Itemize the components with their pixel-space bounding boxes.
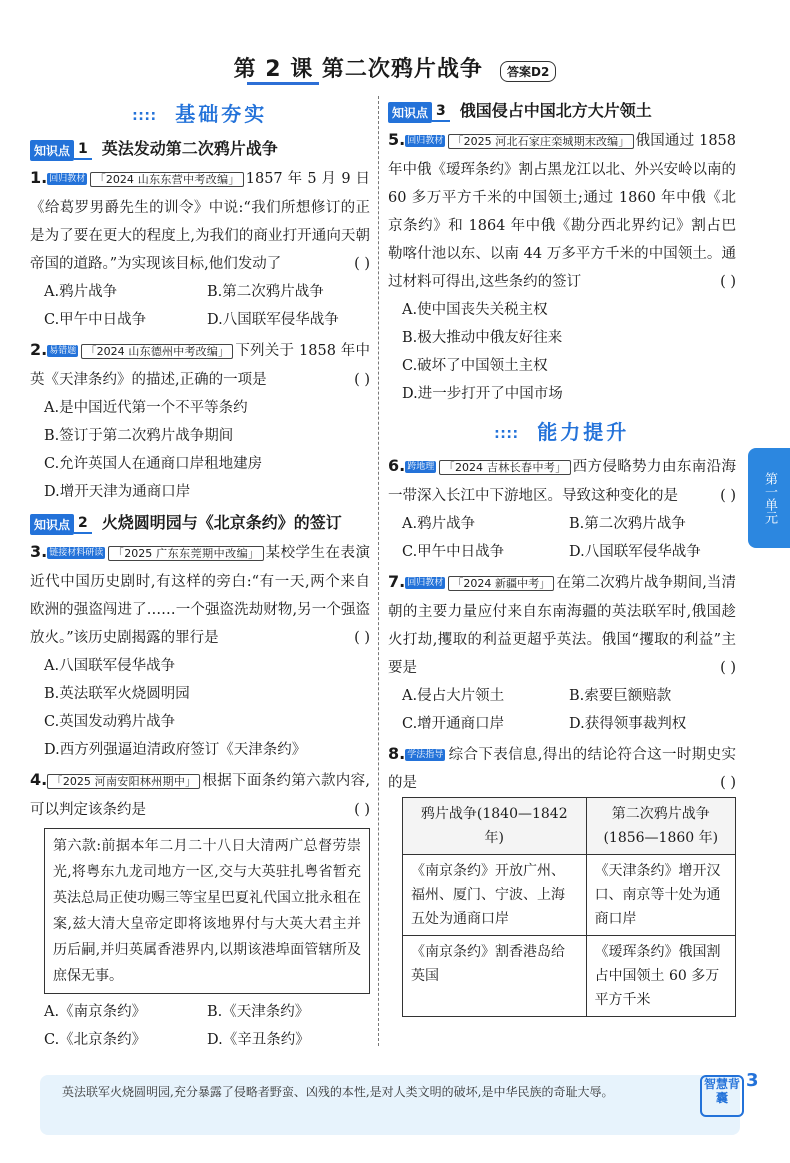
option-b[interactable]: B.第二次鸦片战争: [569, 516, 686, 532]
wisdom-badge: 智慧背囊: [700, 1075, 744, 1117]
answer-paren[interactable]: ( ): [720, 488, 736, 504]
option-c[interactable]: C.甲午中日战争: [44, 312, 147, 328]
option-d[interactable]: D.西方列强逼迫清政府签订《天津条约》: [44, 742, 307, 758]
section-basics: [30, 96, 370, 132]
table-cell: 《天津条约》增开汉口、南京等十处为通商口岸: [586, 855, 735, 936]
left-column: [30, 96, 370, 1054]
question-5: [388, 126, 736, 296]
option-c[interactable]: C.允许英国人在通商口岸租地建房: [44, 456, 263, 472]
options-q4: [30, 998, 370, 1054]
question-number: 3.: [30, 542, 48, 561]
option-b[interactable]: B.索要巨额赔款: [569, 688, 672, 704]
question-source: 「2024 吉林长春中考」: [439, 460, 570, 475]
question-text: 根据下面条约第六款内容,可以判定该条约是: [30, 773, 370, 818]
answer-badge[interactable]: 答案D2: [500, 61, 556, 82]
lesson-header: [0, 52, 790, 83]
lesson-title: 第 2 课 第二次鸦片战争: [233, 57, 483, 82]
option-b[interactable]: B.第二次鸦片战争: [207, 284, 324, 300]
unit-side-tab[interactable]: 第一单元: [748, 448, 790, 548]
kp-tag: 知识点: [388, 102, 432, 123]
kp-tag: 知识点: [30, 514, 74, 535]
option-c[interactable]: C.《北京条约》: [44, 1032, 147, 1048]
table-cell: 《瑷珲条约》俄国割占中国领土 60 多万平方千米: [586, 936, 735, 1017]
answer-paren[interactable]: ( ): [354, 630, 370, 646]
answer-paren[interactable]: ( ): [354, 256, 370, 272]
option-d[interactable]: D.八国联军侵华战争: [569, 544, 701, 560]
question-source: 「2024 山东东营中考改编」: [90, 172, 244, 187]
options-q2: [30, 394, 370, 506]
option-d[interactable]: D.进一步打开了中国市场: [402, 386, 563, 402]
question-tag: 易错题: [49, 346, 77, 356]
option-a[interactable]: A.侵占大片领土: [402, 688, 505, 704]
footer-text: 英法联军火烧圆明园,充分暴露了侵略者野蛮、凶残的本性,是对人类文明的破坏,是中华民族的奇耻大辱。: [62, 1085, 614, 1099]
question-number: 8.: [388, 744, 406, 763]
question-8: [388, 740, 736, 797]
table-row: [403, 855, 736, 936]
option-a[interactable]: A.使中国丧失关税主权: [402, 302, 548, 318]
option-c[interactable]: C.英国发动鸦片战争: [44, 714, 176, 730]
question-text: 在第二次鸦片战争期间,当清朝的主要力量应付来自东南海疆的英法联军时,俄国趁火打劫,攫取的利益更超乎英法。俄国“攫取的利益”主要是: [388, 575, 736, 676]
option-c[interactable]: C.增开通商口岸: [402, 716, 505, 732]
question-source: 「2024 新疆中考」: [448, 576, 554, 591]
section-dots: ∶∶∶∶: [132, 109, 158, 125]
table-header: 第二次鸦片战争(1856—1860 年): [586, 798, 735, 855]
question-tag: 回归教材: [407, 578, 444, 588]
question-tag: 回归教材: [407, 136, 444, 146]
question-source: 「2025 广东东莞期中改编」: [108, 546, 263, 561]
option-b[interactable]: B.极大推动中俄友好往来: [402, 330, 563, 346]
options-q6: [388, 510, 736, 566]
question-text: 西方侵略势力由东南沿海一带深入长江中下游地区。导致这种变化的是: [388, 459, 736, 504]
kp-number: 1: [74, 140, 92, 160]
question-tag: 学法指导: [407, 750, 444, 760]
question-number: 5.: [388, 130, 406, 149]
treaty-excerpt-box: 第六款:前据本年二月二十八日大清两广总督劳崇光,将粤东九龙司地方一区,交与大英驻扎粤省暂充英法总局正使功赐三等宝星巴夏礼代国立批永租在案,兹大清大皇帝定即将该地界付与大英大君主并历后嗣,并归英属香港界内,以期该港埠面管辖所及庶保无事。: [44, 828, 370, 994]
option-d[interactable]: D.增开天津为通商口岸: [44, 484, 191, 500]
question-number: 4.: [30, 770, 48, 789]
options-q7: [388, 682, 736, 738]
option-a[interactable]: A.是中国近代第一个不平等条约: [44, 400, 248, 416]
option-c[interactable]: C.破坏了中国领土主权: [402, 358, 548, 374]
section-ability-label: 能力提升: [537, 420, 630, 444]
option-a[interactable]: A.鸦片战争: [44, 284, 118, 300]
option-a[interactable]: A.鸦片战争: [402, 516, 476, 532]
question-6: [388, 452, 736, 510]
question-text: 下列关于 1858 年中英《天津条约》的描述,正确的一项是: [30, 343, 370, 388]
title-underline: [247, 82, 319, 85]
knowledge-point-2: [30, 514, 370, 536]
kp-number: 2: [74, 514, 92, 534]
section-ability: [388, 414, 736, 450]
question-source: 「2024 山东德州中考改编」: [81, 344, 233, 359]
question-tag: 跨地理: [407, 462, 435, 472]
question-text: 俄国通过 1858 年中俄《瑷珲条约》割占黑龙江以北、外兴安岭以南的 60 多万平方千米的中国领土;通过 1860 年中俄《北京条约》和 1864 年中俄《勘分西北界约记》割占巴勒喀什池以东、以南 44 万多平方千米的中国领土。通过材料可得出,这些条约的签订: [388, 133, 736, 290]
question-text: 综合下表信息,得出的结论符合这一时期史实的是: [388, 747, 736, 791]
question-3: [30, 538, 370, 652]
kp-tag: 知识点: [30, 140, 74, 161]
options-q5: [388, 296, 736, 408]
question-tag: 回归教材: [49, 174, 86, 184]
question-source: 「2025 河北石家庄栾城期末改编」: [448, 134, 633, 149]
answer-paren[interactable]: ( ): [354, 802, 370, 818]
question-source: 「2025 河南安阳林州期中」: [47, 774, 200, 789]
question-1: [30, 164, 370, 278]
question-number: 1.: [30, 168, 48, 187]
kp-title: 俄国侵占中国北方大片领土: [459, 101, 652, 120]
question-7: [388, 568, 736, 682]
question-2: [30, 336, 370, 394]
option-b[interactable]: B.英法联军火烧圆明园: [44, 686, 190, 702]
answer-paren[interactable]: ( ): [720, 775, 736, 791]
option-d[interactable]: D.获得领事裁判权: [569, 716, 687, 732]
table-header: 鸦片战争(1840—1842 年): [403, 798, 587, 855]
question-text: 某校学生在表演近代中国历史剧时,有这样的旁白:“有一天,两个来自欧洲的强盗闯进了……一个强盗洗劫财物,另一个强盗放火。”该历史剧揭露的罪行是: [30, 545, 370, 646]
kp-title: 英法发动第二次鸦片战争: [101, 139, 278, 158]
kp-title: 火烧圆明园与《北京条约》的签订: [101, 513, 342, 532]
question-number: 2.: [30, 340, 48, 359]
question-4: [30, 766, 370, 824]
table-row: [403, 936, 736, 1017]
option-a[interactable]: A.《南京条约》: [44, 1004, 147, 1020]
knowledge-point-1: [30, 140, 370, 162]
option-a[interactable]: A.八国联军侵华战争: [44, 658, 176, 674]
option-b[interactable]: B.《天津条约》: [207, 1004, 310, 1020]
question-tag: 链接材料研读: [49, 548, 104, 558]
option-c[interactable]: C.甲午中日战争: [402, 544, 505, 560]
table-header-row: [403, 798, 736, 855]
answer-paren[interactable]: ( ): [720, 660, 736, 676]
question-number: 7.: [388, 572, 406, 591]
column-divider: [378, 96, 380, 1046]
page-number: 3: [746, 1070, 759, 1091]
options-q1: [30, 278, 370, 334]
option-d[interactable]: D.《辛丑条约》: [207, 1032, 310, 1048]
table-cell: 《南京条约》割香港岛给英国: [403, 936, 587, 1017]
right-column: [388, 96, 736, 1017]
section-dots: ∶∶∶∶: [494, 427, 520, 443]
option-b[interactable]: B.签订于第二次鸦片战争期间: [44, 428, 234, 444]
answer-paren[interactable]: ( ): [354, 372, 370, 388]
table-cell: 《南京条约》开放广州、福州、厦门、宁波、上海五处为通商口岸: [403, 855, 587, 936]
option-d[interactable]: D.八国联军侵华战争: [207, 312, 339, 328]
question-number: 6.: [388, 456, 406, 475]
answer-paren[interactable]: ( ): [720, 274, 736, 290]
knowledge-point-3: [388, 102, 736, 124]
options-q3: [30, 652, 370, 764]
comparison-table: [402, 797, 736, 1017]
section-basics-label: 基础夯实: [175, 102, 268, 126]
kp-number: 3: [432, 102, 450, 122]
question-text: 1857 年 5 月 9 日《给葛罗男爵先生的训令》中说:“我们所想修订的正是为了要在更大的程度上,为我们的商业打开通向天朝帝国的道路。”为实现该目标,他们发动了: [30, 171, 370, 272]
